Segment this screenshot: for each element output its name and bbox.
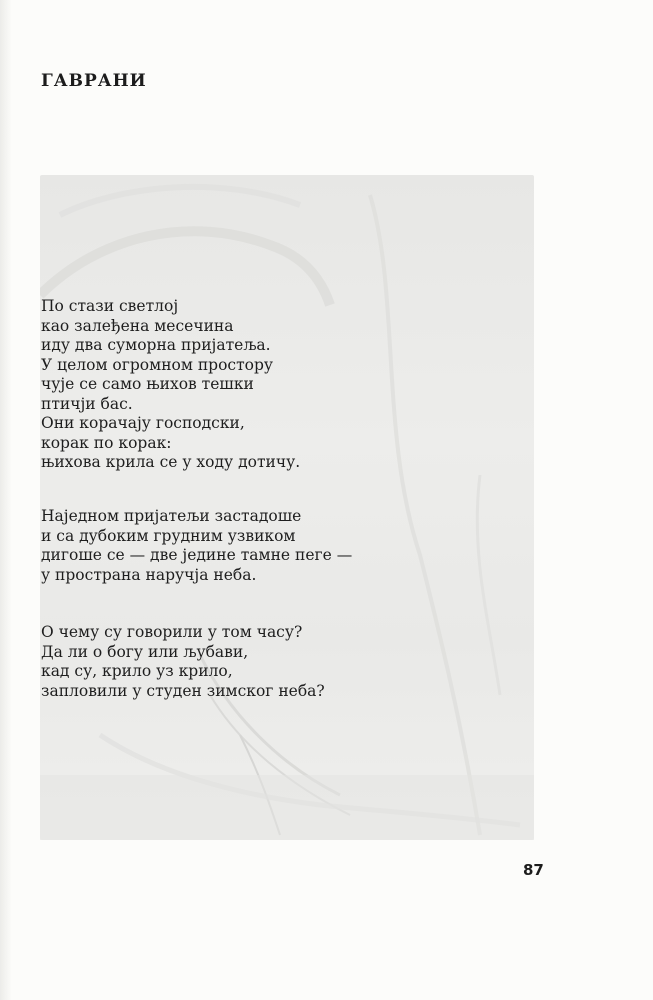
stanza-3 [41, 623, 325, 701]
poem-line: Они корачају господски, [41, 414, 245, 432]
poem-line: и са дубоким грудним узвиком [41, 526, 296, 545]
poem-line: иду два суморна пријатеља. [41, 336, 271, 354]
poem-line: у пространа наручја неба. [41, 565, 257, 584]
poem-line: корак по корак: [41, 433, 172, 452]
poem-line: дигоше се — две једине тамне пеге — [41, 546, 353, 564]
poem-line: кад су, крило уз крило, [41, 662, 233, 680]
poem-line: У целом огромном простору [41, 355, 274, 374]
poem-line: По стази светлој [41, 297, 179, 315]
stanza-2 [41, 507, 352, 585]
page-number: 87 [523, 861, 544, 879]
poem-line: птичји бас. [41, 394, 133, 413]
poem-line: чује се само њихов тешки [41, 375, 254, 393]
poem-line: Наједном пријатељи застадоше [41, 507, 302, 525]
poem-line: запловили у студен зимског неба? [41, 681, 325, 700]
poem-line: О чему су говорили у том часу? [41, 623, 303, 641]
poem-line: Да ли о богу или љубави, [41, 642, 249, 661]
stanza-1 [41, 297, 300, 473]
page-gutter-shadow [0, 0, 12, 1000]
poem-title: ГАВРАНИ [41, 71, 147, 91]
poem-line: њихова крила се у ходу дотичу. [41, 453, 301, 471]
poem-line: као залеђена месечина [41, 316, 234, 335]
